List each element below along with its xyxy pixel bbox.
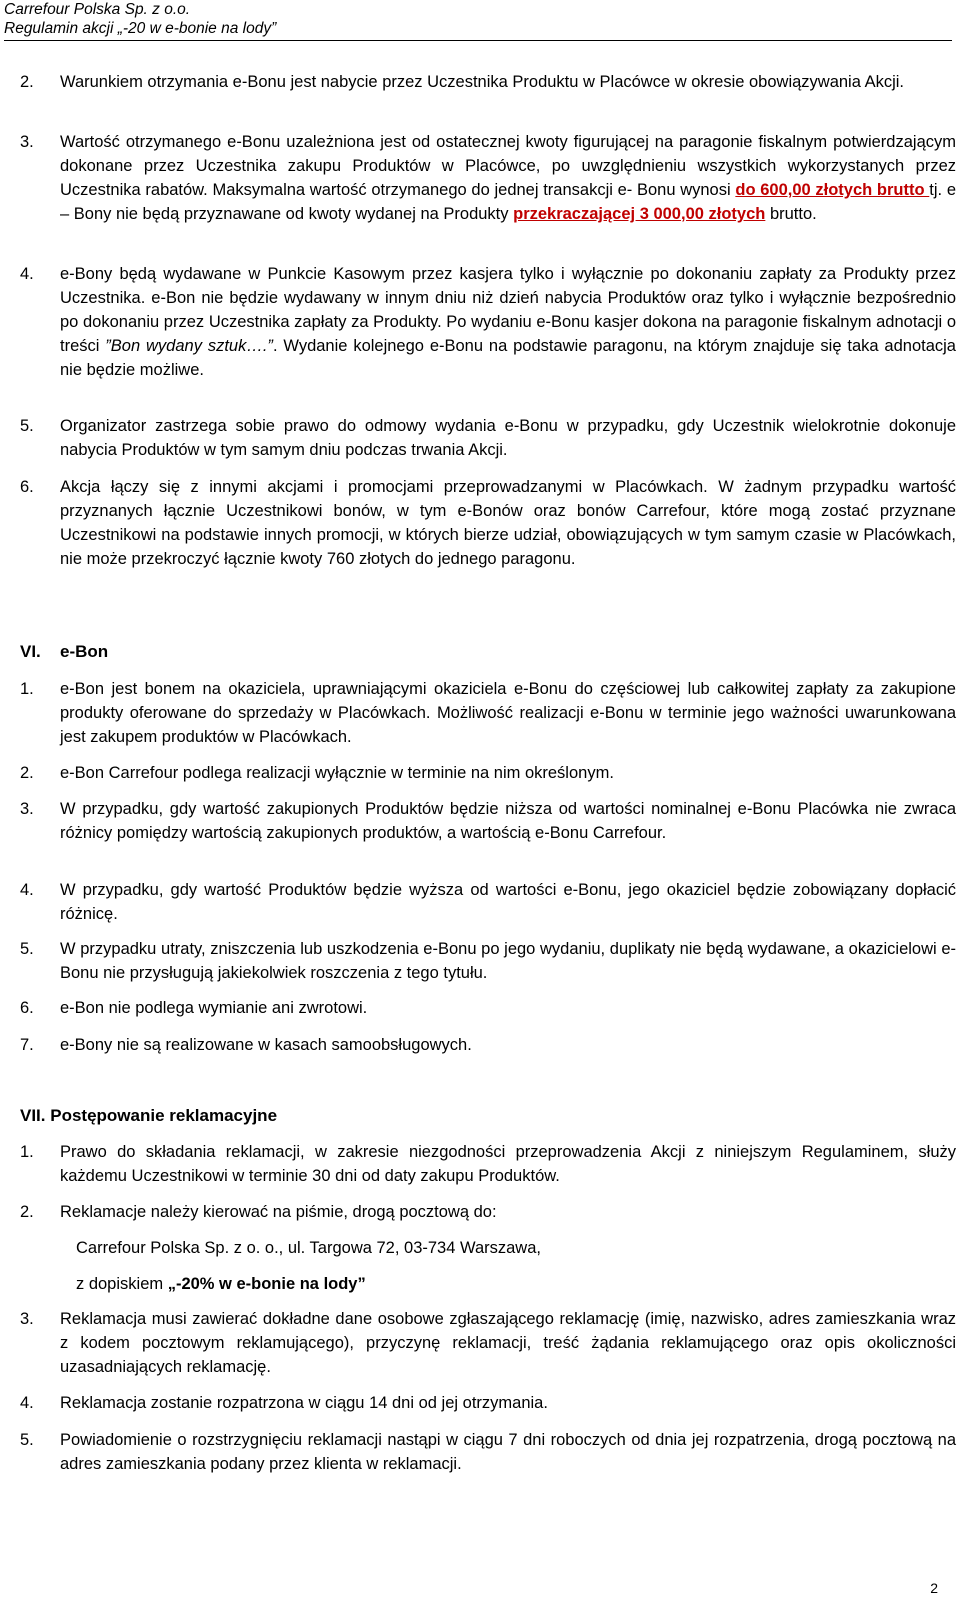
- item-number: 3.: [20, 133, 34, 151]
- item-text: Akcja łączy się z innymi akcjami i promocjami przeprowadzanymi w Placówkach. W żadnym przypadku wartość przyznanych łącznie Uczestnikowi bonów, w tym e-Bonów oraz bonów Carrefour, które mogą zostać przyznane Uczestnikowi na podstawie innych promocji, w których bierze udział, obowiązujących w tym samym czasie w Placówkach, nie może przekroczyć łącznie kwoty 760 złotych do jednego paragonu.: [60, 478, 956, 568]
- item-number: 5.: [20, 940, 34, 958]
- list-item: [20, 475, 956, 571]
- limit-highlight: przekraczającej 3 000,00 złotych: [513, 205, 766, 223]
- note-promo-name: „-20% w e-bonie na lody”: [167, 1275, 366, 1293]
- item-text: W przypadku utraty, zniszczenia lub uszkodzenia e-Bonu po jego wydaniu, duplikaty nie będą wydawane, a okazicielowi e-Bonu nie przysługują jakiekolwiek roszczenia z tego tytułu.: [60, 940, 956, 982]
- item-text: [60, 262, 956, 382]
- annotation-text: ”Bon wydany sztuk….”: [105, 337, 273, 355]
- item-number: 4.: [20, 265, 34, 283]
- item-number: 2.: [20, 1203, 34, 1221]
- item-number: 6.: [20, 478, 34, 496]
- item-text: e-Bon jest bonem na okaziciela, uprawniającymi okaziciela e-Bonu do częściowej lub całkowitej zapłaty za zakupione produkty oferowane do sprzedaży w Placówkach. Możliwość realizacji e-Bonu w terminie jego ważności uwarunkowana jest zakupem produktów w Placówkach.: [60, 680, 956, 746]
- list-item: [20, 1391, 956, 1415]
- list-item: [20, 414, 956, 462]
- list-item: [20, 761, 956, 785]
- item-number: 7.: [20, 1036, 34, 1054]
- item-text: Powiadomienie o rozstrzygnięciu reklamacji nastąpi w ciągu 7 dni roboczych od dnia jej rozpatrzenia, drogą pocztową na adres zamieszkania podany przez klienta w reklamacji.: [60, 1431, 956, 1473]
- list-item: [20, 1428, 956, 1476]
- section-title: Postępowanie reklamacyjne: [50, 1106, 278, 1125]
- item-text-part: e-Bony będą wydawane w Punkcie Kasowym przez kasjera tylko i wyłącznie po dokonaniu zapłaty za Produkty przez Uczestnika. e-Bon nie będzie wydawany w innym dniu niż dzień nabycia Produktów oraz tylko i wyłącznie bezpośrednio po dokonaniu przez Uczestnika zapłaty za Produkty. Po wydaniu e-Bonu kasjer dokona na paragonie fiskalnym adnotacji o treści: [60, 265, 956, 355]
- header-subtitle: Regulamin akcji „-20 w e-bonie na lody”: [4, 20, 277, 37]
- section-title: e-Bon: [60, 642, 109, 661]
- section-heading: [20, 1104, 277, 1128]
- item-text-part: . Wydanie kolejnego e-Bonu na podstawie paragonu, na którym znajduje się taka adnotacja nie będzie możliwe.: [60, 337, 956, 379]
- item-text: Reklamacje należy kierować na piśmie, drogą pocztową do:: [60, 1203, 497, 1221]
- header-company: Carrefour Polska Sp. z o.o.: [4, 1, 191, 18]
- item-text: Prawo do składania reklamacji, w zakresie niezgodności przeprowadzenia Akcji z niniejszym Regulaminem, służy każdemu Uczestnikowi w terminie 30 dni od daty zakupu Produktów.: [60, 1143, 956, 1185]
- list-item: [20, 1033, 956, 1057]
- section-number: VI.: [20, 642, 41, 661]
- item-number: 5.: [20, 1431, 34, 1449]
- item-text: e-Bony nie są realizowane w kasach samoobsługowych.: [60, 1036, 472, 1054]
- item-text-part: tj. e – Bony nie będą przyznawane od kwoty wydanej na Produkty: [60, 181, 956, 223]
- list-item: [20, 70, 956, 94]
- item-number: 2.: [20, 73, 34, 91]
- item-text: Warunkiem otrzymania e-Bonu jest nabycie przez Uczestnika Produktu w Placówce w okresie obowiązywania Akcji.: [60, 73, 904, 91]
- item-text: Reklamacja musi zawierać dokładne dane osobowe zgłaszającego reklamację (imię, nazwisko, adres zamieszkania wraz z kodem pocztowym reklamującego), przyczynę reklamacji, treść żądania reklamującego oraz opis okoliczności uzasadniających reklamację.: [60, 1310, 956, 1376]
- item-number: 4.: [20, 881, 34, 899]
- item-number: 2.: [20, 764, 34, 782]
- list-item: [20, 996, 956, 1020]
- item-text: e-Bon nie podlega wymianie ani zwrotowi.: [60, 999, 368, 1017]
- note-prefix: z dopiskiem: [76, 1275, 168, 1293]
- item-text: Reklamacja zostanie rozpatrzona w ciągu 14 dni od jej otrzymania.: [60, 1394, 548, 1412]
- list-item: [20, 677, 956, 749]
- item-number: 3.: [20, 800, 34, 818]
- list-item: [20, 797, 956, 845]
- item-number: 4.: [20, 1394, 34, 1412]
- list-item: [20, 878, 956, 926]
- section-heading: [20, 640, 108, 664]
- item-text: W przypadku, gdy wartość Produktów będzie wyższa od wartości e-Bonu, jego okaziciel będzie zobowiązany dopłacić różnicę.: [60, 881, 956, 923]
- address-note: [76, 1272, 366, 1296]
- item-text-part: Wartość otrzymanego e-Bonu uzależniona jest od ostatecznej kwoty figurującej na paragonie fiskalnym potwierdzającym dokonane przez Uczestnika zakupu Produktów w Placówce, po uwzględnieniu wszystkich wykorzystanych przez Uczestnika rabatów. Maksymalna wartość otrzymanego do jednej transakcji e- Bonu wynosi: [60, 133, 956, 199]
- section-number: VII.: [20, 1106, 46, 1125]
- postal-address: Carrefour Polska Sp. z o. o., ul. Targowa 72, 03-734 Warszawa,: [76, 1239, 541, 1257]
- page-header: [4, 0, 952, 41]
- item-number: 6.: [20, 999, 34, 1017]
- item-text: Organizator zastrzega sobie prawo do odmowy wydania e-Bonu w przypadku, gdy Uczestnik wielokrotnie dokonuje nabycia Produktów w tym samym dniu podczas trwania Akcji.: [60, 417, 956, 459]
- list-item: [20, 937, 956, 985]
- max-value-highlight: do 600,00 złotych brutto: [735, 181, 930, 199]
- item-text: W przypadku, gdy wartość zakupionych Produktów będzie niższa od wartości nominalnej e-Bonu Placówka nie zwraca różnicy pomiędzy wartością zakupionych produktów, a wartością e-Bonu Carrefour.: [60, 800, 956, 842]
- list-item: [20, 1307, 956, 1379]
- list-item: [20, 130, 956, 226]
- list-item: [20, 1200, 956, 1224]
- item-text-part: brutto.: [765, 205, 817, 223]
- item-number: 3.: [20, 1310, 34, 1328]
- list-item: [20, 1140, 956, 1188]
- list-item: [20, 262, 956, 382]
- item-number: 1.: [20, 1143, 34, 1161]
- item-number: 5.: [20, 417, 34, 435]
- item-text: e-Bon Carrefour podlega realizacji wyłącznie w terminie na nim określonym.: [60, 764, 614, 782]
- page-number: 2: [930, 1580, 938, 1596]
- item-number: 1.: [20, 680, 34, 698]
- item-text: [60, 130, 956, 226]
